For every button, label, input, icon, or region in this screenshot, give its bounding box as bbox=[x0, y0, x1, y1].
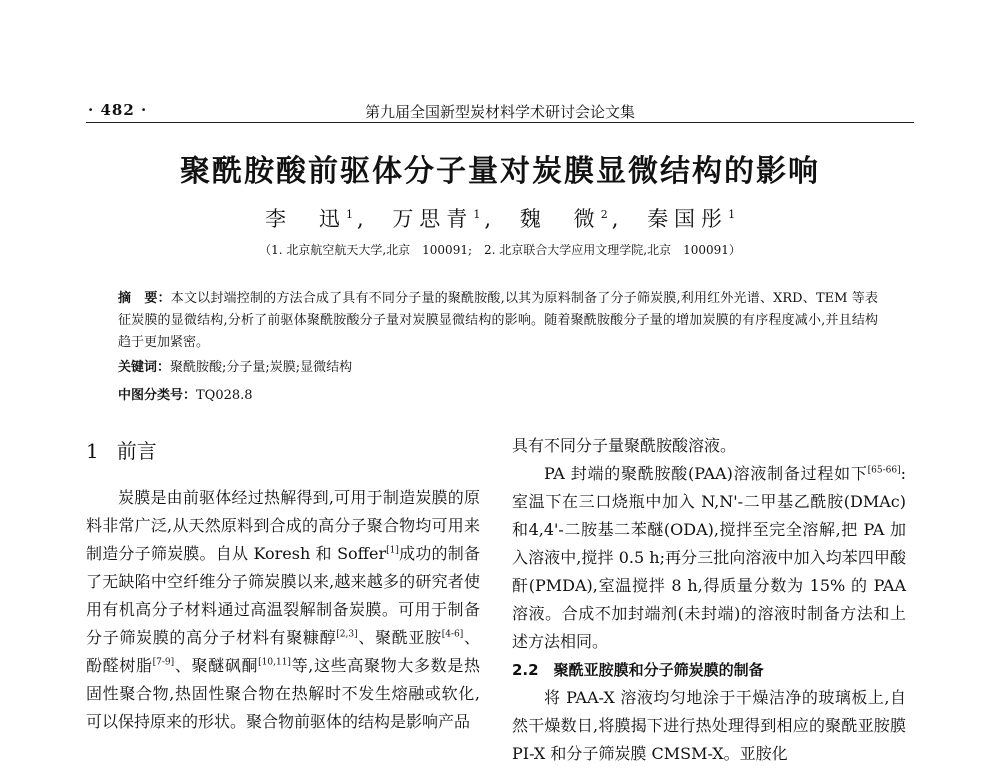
author-3: 魏 微$^2$ bbox=[519, 207, 608, 231]
paper-title: 聚酰胺酸前驱体分子量对炭膜显微结构的影响 bbox=[180, 154, 820, 189]
right-column bbox=[512, 432, 906, 768]
citation: [4-6] bbox=[441, 629, 464, 640]
abstract-label: 摘 要： bbox=[118, 291, 171, 306]
citation: [10,11] bbox=[258, 657, 291, 668]
keywords-label: 关键词： bbox=[118, 360, 171, 375]
author-4: 秦国彤$^1$ bbox=[647, 207, 736, 231]
header-rule bbox=[86, 122, 914, 123]
abstract bbox=[118, 288, 878, 354]
keywords bbox=[118, 356, 352, 375]
classification-number bbox=[118, 384, 253, 403]
citation: [1] bbox=[386, 545, 399, 556]
classification-text: TQ028.8 bbox=[196, 388, 253, 403]
citation: [2,3] bbox=[336, 629, 358, 640]
paa-preparation-paragraph: PA 封端的聚酰胺酸(PAA)溶液制备过程如下[65-66]:室温下在三口烧瓶中加入 N,N'-二甲基乙酰胺(DMAc)和4,4'-二胺基二苯醚(ODA),搅拌至完全溶解,把 PA 加入溶液中,搅拌 0.5 h;再分三批向溶液中加入均苯四甲酸酐(PMDA),室温搅拌 8 h,得质量分数为 15% 的 PAA 溶液。合成不加封端剂(未封端)的溶液时制备方法和上述方法相同。 bbox=[512, 464, 906, 651]
affiliations: （1. 北京航空航天大学,北京 100091; 2. 北京联合大学应用文理学院,北京 100091） bbox=[259, 243, 741, 257]
continued-paragraph: 具有不同分子量聚酰胺酸溶液。 bbox=[512, 436, 737, 455]
section-heading-2-2: 2.2 聚酰亚胺膜和分子筛炭膜的制备 bbox=[512, 661, 764, 679]
classification-label: 中图分类号： bbox=[118, 388, 197, 403]
author-2: 万思青$^1$ bbox=[392, 207, 481, 231]
page-number: · 482 · bbox=[88, 101, 148, 119]
keywords-text: 聚酰胺酸;分子量;炭膜;显微结构 bbox=[170, 360, 353, 375]
author-list: 李 迅$^1$ , 万思青$^1$ , 魏 微$^2$ , 秦国彤$^1$ bbox=[264, 207, 736, 231]
citation: [7-9] bbox=[152, 657, 175, 668]
running-header: 第九届全国新型炭材料学术研讨会论文集 bbox=[364, 103, 635, 121]
abstract-text: 本文以封端控制的方法合成了具有不同分子量的聚酰胺酸,以其为原料制备了分子筛炭膜,利用红外光谱、XRD、TEM 等表征炭膜的显微结构,分析了前驱体聚酰胺酸分子量对炭膜显微结构的影响。随着聚酰胺酸分子量的增加炭膜的有序程度减小,并且结构趋于更加紧密。 bbox=[118, 291, 878, 350]
citation: [65-66] bbox=[867, 465, 901, 476]
section-heading-introduction: 1 前言 bbox=[86, 439, 157, 463]
membrane-preparation-paragraph: 将 PAA-X 溶液均匀地涂于干燥洁净的玻璃板上,自然干燥数日,将膜揭下进行热处理得到相应的聚酰亚胺膜 PI-X 和分子筛炭膜 CMSM-X。亚胺化 bbox=[512, 688, 906, 763]
intro-paragraph: 炭膜是由前驱体经过热解得到,可用于制造炭膜的原料非常广泛,从天然原料到合成的高分子聚合物均可用来制造分子筛炭膜。自从 Koresh 和 Soffer[1]成功的制备了无缺陷中空纤维分子筛炭膜以来,越来越多的研究者使用有机高分子材料通过高温裂解制备炭膜。可用于制备分子筛炭膜的高分子材料有聚糠醇[2,3]、聚酰亚胺[4-6]、酚醛树脂[7-9]、聚醚砜酮[10,11]等,这些高聚物大多数是热固性聚合物,热固性聚合物在热解时不发生熔融或软化,可以保持原来的形状。聚合物前驱体的结构是影响产品 bbox=[86, 488, 480, 731]
left-column bbox=[86, 484, 480, 736]
author-1: 李 迅$^1$ bbox=[264, 207, 353, 231]
